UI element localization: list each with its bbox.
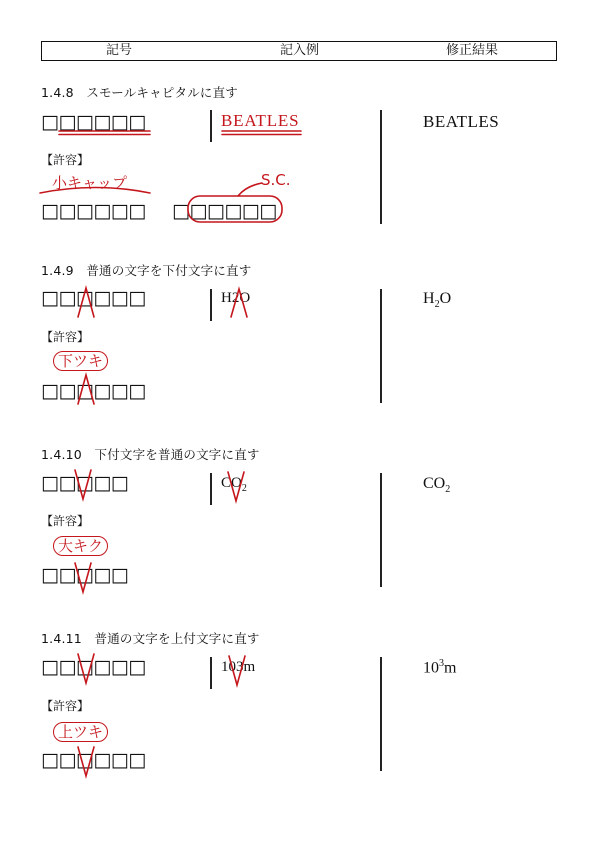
v-mark [75,470,91,499]
allow-boxes: □□□□□□ [41,749,146,771]
annotation-sc: S.C. [261,171,291,189]
section-number: 1.4.8 [41,85,74,100]
column-header-mark: 記号 [106,43,133,58]
inverted-v-mark [78,288,94,317]
sc-leader-line [238,183,262,196]
section-number: 1.4.10 [41,447,82,462]
section-title: 普通の文字を下付文字に直す [86,263,252,278]
allow-label: 【許容】 [41,699,90,713]
annotation-subscript: 下ツキ [53,351,108,371]
annotation-enlarge: 大キク [53,536,108,556]
annotation-small-cap: 小キャップ [52,174,128,192]
result-main: 10 [423,659,439,677]
section-title: スモールキャピタルに直す [86,85,238,100]
result-word: BEATLES [423,112,500,131]
allow-boxes-secondary: □□□□□□ [172,200,277,222]
v-mark [78,747,94,776]
section-number: 1.4.11 [41,631,82,646]
result-main: CO [423,475,446,492]
example-main: CO [221,475,242,491]
annotation-arc [40,188,150,194]
allow-label: 【許容】 [41,330,90,344]
column-header-result: 修正結果 [446,43,499,58]
allow-boxes: □□□□□□ [41,200,146,222]
column-header-example: 記入例 [280,43,320,58]
allow-label: 【許容】 [41,514,90,528]
mark-boxes: □□□□□□ [41,111,146,133]
allow-label: 【許容】 [41,153,90,167]
result-sup: 3 [439,658,444,669]
result-main: H [423,290,435,307]
example-text: BEATLES [221,111,300,130]
sc-circle-mark [188,196,282,222]
v-mark [75,563,91,592]
result-sub: 2 [434,299,440,311]
result-tail: m [444,659,457,677]
mark-boxes: □□□□□ [41,472,129,494]
inverted-v-mark [78,375,94,404]
example-text: 103m [221,659,256,675]
section-number: 1.4.9 [41,263,74,278]
allow-boxes: □□□□□□ [41,380,146,402]
mark-boxes: □□□□□□ [41,656,146,678]
section-title: 下付文字を普通の文字に直す [94,447,260,462]
v-mark [229,656,245,685]
v-mark [78,654,94,683]
mark-boxes: □□□□□□ [41,287,146,309]
annotation-superscript: 上ツキ [53,722,108,742]
result-sub: 2 [445,484,451,496]
result-tail: O [439,290,452,307]
section-title: 普通の文字を上付文字に直す [94,631,260,646]
v-mark [228,472,244,501]
example-text: H2O [221,290,251,306]
inverted-v-mark [231,289,247,317]
example-sub: 2 [241,483,247,494]
allow-boxes: □□□□□ [41,564,129,586]
